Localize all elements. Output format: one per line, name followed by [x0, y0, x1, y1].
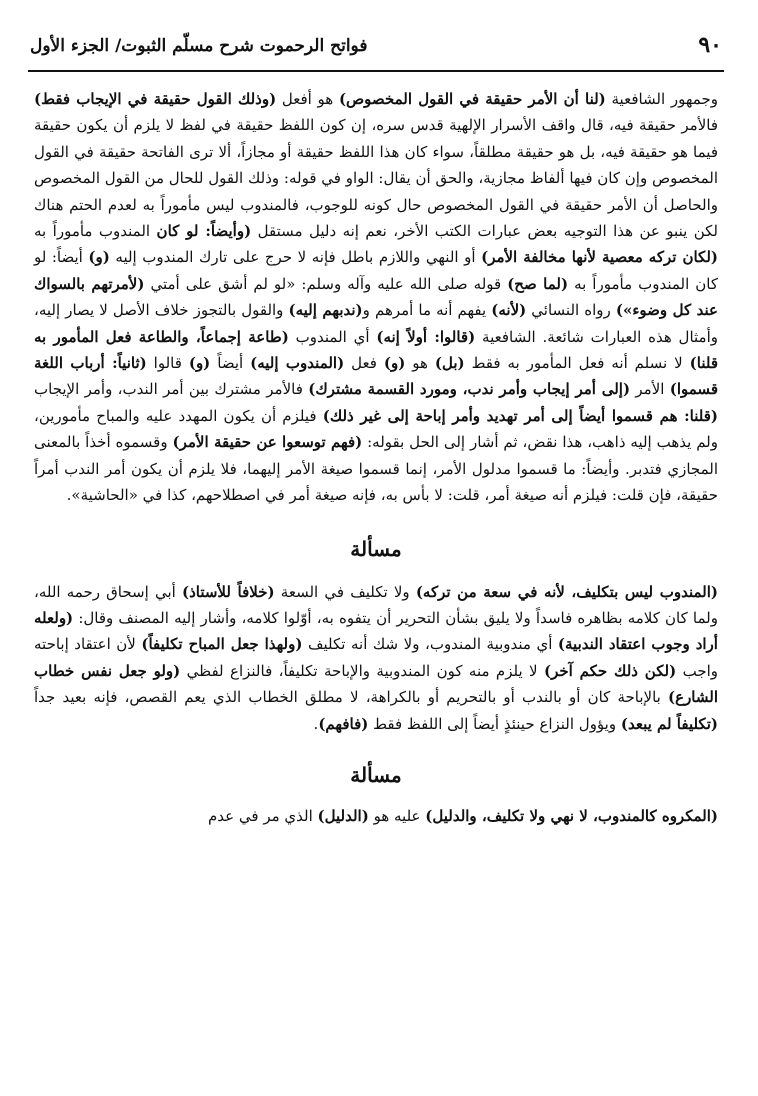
bold-matn-text: (قلنا: هم قسموا أيضاً إلى أمر تهديد وأمر إباحة إلى غير ذلك): [322, 406, 718, 425]
commentary-text: رواه النسائي: [526, 301, 616, 320]
commentary-text: فعل: [344, 354, 384, 373]
commentary-text: أيضاً: لو كان المندوب مأموراً به: [34, 248, 719, 293]
commentary-text: لا يلزم منه كون المندوبية والإباحة تكليفاً، فالنزاع لفظي: [180, 661, 544, 680]
section-heading-masala-1: مسألة: [350, 536, 402, 561]
bold-matn-text: (المكروه كالمندوب، لا نهي ولا تكليف، والدليل): [425, 806, 718, 825]
bold-matn-text: (ثانياً: أرباب اللغة قسموا): [34, 354, 718, 399]
bold-matn-text: (لنا أن الأمر حقيقة في القول المخصوص): [338, 90, 606, 108]
bold-matn-text: (المندوب ليس بتكليف، لأنه في سعة من تركه): [415, 582, 719, 601]
bold-matn-text: (وذلك القول حقيقة في الإيجاب فقط): [34, 90, 277, 108]
bold-matn-text: (ندبهم إليه): [288, 301, 363, 320]
commentary-text: المندوب مأموراً به: [34, 222, 157, 241]
paragraph-main: [34, 86, 718, 509]
commentary-text: فالأمر حقيقة فيه، قال واقف الأسرار الإلهية قدس سره، إن كون اللفظ حقيقة في لفظ لا يلزم أن يكون حقيقة فيما هو حقيقة فيه، بل هو حقيقة مطلقاً، سواء كان هذا اللفظ حقيقة أو مجازاً، ألا ترى الفاتحة حقيقة في القول المخصوص وإن كان فيها ألفاظ مجازية، والحق أن يقال: الواو في قوله: وذلك القول للحال من القول المخصوص والحاصل أن الأمر حقيقة في القول المخصوص حال كونه للوجوب، فالمندوب ليس مأموراً به لعدم الحتم هناك لكن ينبو عن هذا التوجيه بعض عبارات الكتب الأخر، نعم إنه دليل مستقل: [34, 116, 719, 241]
bold-matn-text: (و): [188, 354, 211, 373]
bold-matn-text: (الدليل): [317, 806, 369, 825]
bold-matn-text: (قالوا: أولاً إنه): [376, 327, 476, 346]
bold-matn-text: (لما صح): [507, 274, 569, 293]
bold-matn-text: (و): [383, 354, 406, 373]
commentary-text: فيلزم أن يكون المهدد عليه والمباح مأمورين، ولم يذهب إليه ذاهب، هذا نقض، ثم أشار إلى الحل بقوله:: [34, 406, 718, 452]
bold-matn-text: (فهم توسعوا عن حقيقة الأمر): [172, 433, 363, 452]
bold-matn-text: (وأيضاً: لو كان: [156, 222, 252, 241]
commentary-text: فالأمر مشترك بين أمر الندب، وأمر الإيجاب: [34, 380, 309, 399]
commentary-text: بالإباحة كان أو بالندب أو بالتحريم أو بالكراهة، لا مطلق الخطاب الذي يعم القصص، فإنه بعيد جداً: [34, 688, 669, 707]
page-body: [34, 86, 718, 1096]
bold-matn-text: (ولو جعل نفس خطاب الشارع): [34, 661, 718, 707]
paragraph-mandub: [34, 579, 718, 737]
commentary-text: ولا تكليف في السعة: [274, 582, 416, 601]
commentary-text: وقسموه أخذاً بالمعنى المجازي فتدبر. وأيضاً: ما قسموا مدلول الأمر، إنما قسموا صيغة الأمر إليهما، فلا يلزم أن يكون أمر الندب أمراً حقيقة، فإن قلت: فيلزم أنه صيغة أمر، قلت: لا بأس به، فإنه صيغة أمر في اصطلاحهم، كذا في «الحاشية».: [34, 433, 718, 505]
commentary-text: هو أفعل: [276, 90, 339, 108]
bold-matn-text: (تكليفاً لم يبعد): [620, 714, 718, 733]
section-heading-masala-2: مسألة: [350, 762, 402, 787]
commentary-text: قالوا: [146, 354, 189, 373]
bold-matn-text: (إلى أمر إيجاب وأمر ندب، ومورد القسمة مشترك): [308, 380, 631, 399]
bold-matn-text: (ولعله أراد وجوب اعتقاد الندبية): [34, 608, 718, 654]
bold-matn-text: (و): [88, 248, 110, 267]
commentary-text: وجمهور الشافعية: [605, 90, 718, 108]
bold-matn-text: (لأنه): [491, 301, 527, 320]
bold-matn-text: (طاعة إجماعاً، والطاعة فعل المأمور به قلنا): [34, 327, 718, 373]
commentary-text: لا نسلم أنه فعل المأمور به فقط: [464, 354, 690, 373]
paragraph-makruh: [34, 803, 718, 829]
commentary-text: أيضاً: [210, 354, 251, 373]
bold-matn-text: (لكان تركه معصية لأنها مخالفة الأمر): [481, 248, 718, 267]
bold-matn-text: (لكن ذلك حكم آخر): [544, 661, 677, 680]
commentary-text: .: [313, 714, 319, 733]
bold-matn-text: (فافهم): [318, 714, 369, 733]
commentary-text: قوله صلى الله عليه وآله وسلم: «لو لم أشق على أمتي: [144, 274, 508, 293]
commentary-text: أي مندوبية المندوب، ولا شك أنه تكليف: [302, 635, 558, 654]
bold-matn-text: (المندوب إليه): [250, 354, 345, 373]
bold-matn-text: (لأمرتهم بالسواك عند كل وضوء»): [34, 274, 718, 320]
page-header: [28, 30, 724, 72]
commentary-text: أي المندوب: [288, 327, 377, 346]
commentary-text: الذي مر في عدم: [208, 806, 318, 825]
commentary-text: ويؤول النزاع حينئذٍ أيضاً إلى اللفظ فقط: [368, 714, 621, 733]
page-number: ٩٠: [698, 32, 722, 58]
commentary-text: والقول بالتجوز خلاف الأصل لا يصار إليه، وأمثال هذه العبارات شائعة. الشافعية: [34, 301, 718, 346]
commentary-text: الأمر: [630, 380, 670, 399]
running-title: فواتح الرحموت شرح مسلّم الثبوت/ الجزء الأول: [30, 36, 368, 56]
bold-matn-text: (ولهذا جعل المباح تكليفاً): [141, 635, 303, 654]
bold-matn-text: (خلافاً للأستاذ): [181, 582, 275, 601]
commentary-text: لأن اعتقاد إباحته واجب: [34, 635, 719, 680]
bold-matn-text: (بل): [434, 354, 465, 373]
commentary-text: عليه هو: [368, 806, 426, 825]
commentary-text: أبي إسحاق رحمه الله، ولما كان كلامه بظاهره فاسداً ولا يليق بشأن التحرير أن يتفوه به، أوّلوا كلامه، وأشار إليه المصنف وقال:: [34, 582, 718, 627]
commentary-text: هو: [405, 354, 435, 373]
commentary-text: يفهم أنه ما أمرهم و: [362, 301, 492, 320]
commentary-text: أو النهي واللازم باطل فإنه لا حرج على تارك المندوب إليه: [109, 248, 482, 267]
